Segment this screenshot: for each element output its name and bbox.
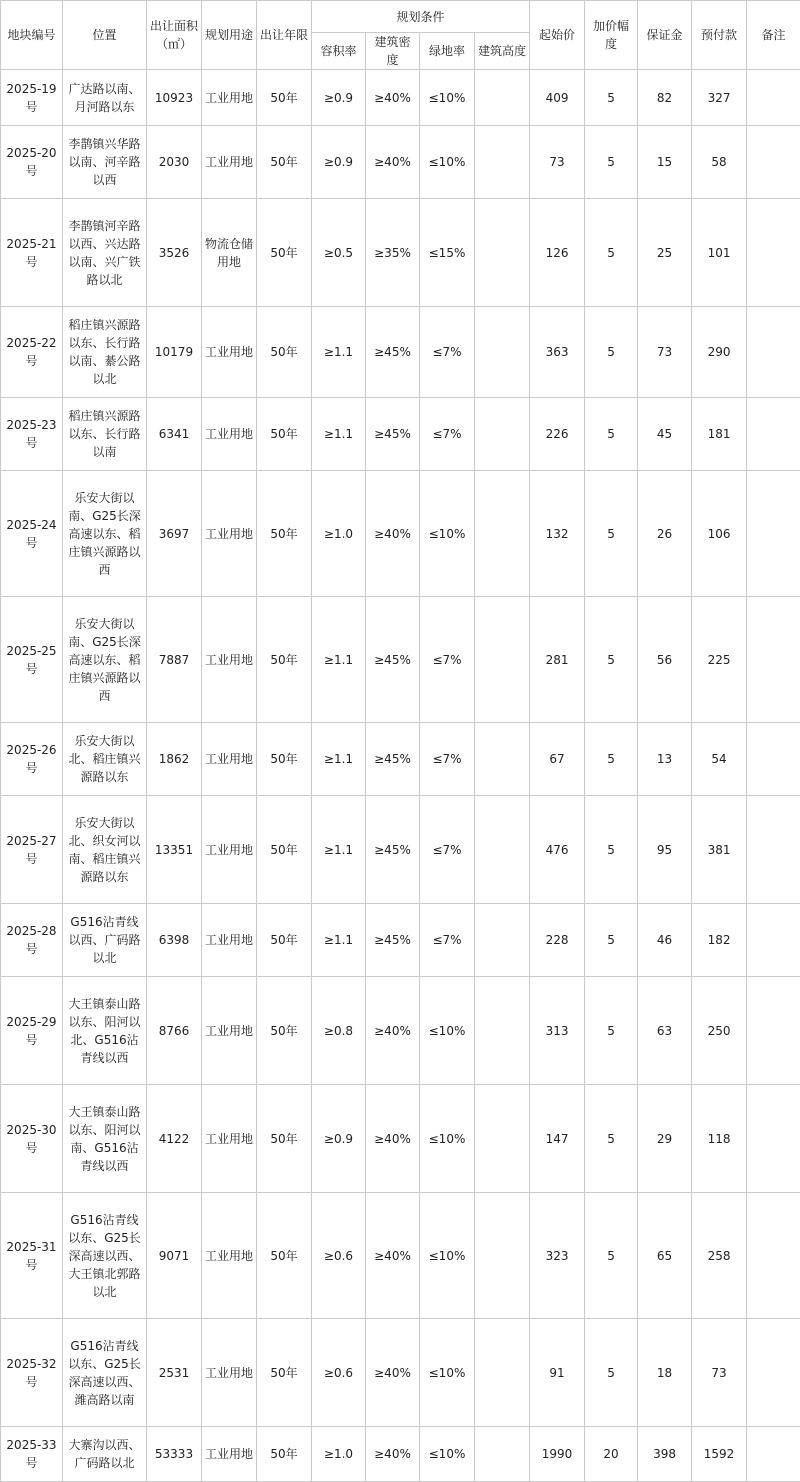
- table-row: [1, 597, 800, 723]
- cell-deposit: 18: [638, 1319, 692, 1427]
- cell-prepayment: 118: [692, 1085, 747, 1193]
- cell-prepayment: 58: [692, 126, 747, 199]
- cell-prepayment: 327: [692, 70, 747, 126]
- cell-green-ratio: ≤10%: [420, 977, 475, 1085]
- cell-far: ≥0.9: [312, 126, 366, 199]
- cell-building-height: [475, 796, 530, 904]
- table-row: [1, 471, 800, 597]
- cell-increment: 5: [585, 126, 638, 199]
- table-row: [1, 398, 800, 471]
- cell-starting-price: 363: [530, 307, 585, 398]
- cell-prepayment: 101: [692, 199, 747, 307]
- cell-deposit: 95: [638, 796, 692, 904]
- cell-green-ratio: ≤7%: [420, 597, 475, 723]
- cell-increment: 5: [585, 977, 638, 1085]
- cell-far: ≥1.1: [312, 723, 366, 796]
- cell-increment: 5: [585, 307, 638, 398]
- header-building-height: 建筑高度: [475, 33, 530, 70]
- cell-location: 乐安大街以南、G25长深高速以东、稻庄镇兴源路以西: [63, 597, 147, 723]
- cell-term: 50年: [257, 904, 312, 977]
- cell-starting-price: 1990: [530, 1427, 585, 1482]
- cell-density: ≥40%: [366, 126, 420, 199]
- cell-location: G516沾青线以东、G25长深高速以西、大王镇北郭路以北: [63, 1193, 147, 1319]
- cell-remarks: [747, 307, 800, 398]
- cell-building-height: [475, 597, 530, 723]
- cell-location: 大寨沟以西、广码路以北: [63, 1427, 147, 1482]
- cell-usage: 工业用地: [202, 904, 257, 977]
- cell-area: 6398: [147, 904, 202, 977]
- cell-density: ≥40%: [366, 1427, 420, 1482]
- cell-building-height: [475, 70, 530, 126]
- cell-prepayment: 258: [692, 1193, 747, 1319]
- cell-building-height: [475, 723, 530, 796]
- cell-density: ≥45%: [366, 398, 420, 471]
- cell-usage: 工业用地: [202, 126, 257, 199]
- table-row: [1, 1193, 800, 1319]
- cell-usage: 工业用地: [202, 723, 257, 796]
- header-term: 出让年限: [257, 1, 312, 70]
- table-row: [1, 126, 800, 199]
- cell-deposit: 65: [638, 1193, 692, 1319]
- cell-far: ≥0.5: [312, 199, 366, 307]
- cell-deposit: 45: [638, 398, 692, 471]
- cell-far: ≥1.1: [312, 796, 366, 904]
- cell-far: ≥1.1: [312, 398, 366, 471]
- cell-usage: 工业用地: [202, 471, 257, 597]
- table-row: [1, 1427, 800, 1482]
- cell-density: ≥45%: [366, 307, 420, 398]
- cell-green-ratio: ≤10%: [420, 126, 475, 199]
- cell-green-ratio: ≤10%: [420, 1085, 475, 1193]
- cell-remarks: [747, 1427, 800, 1482]
- header-increment: 加价幅度: [585, 1, 638, 70]
- cell-starting-price: 281: [530, 597, 585, 723]
- cell-term: 50年: [257, 977, 312, 1085]
- cell-term: 50年: [257, 1085, 312, 1193]
- cell-prepayment: 54: [692, 723, 747, 796]
- cell-starting-price: 147: [530, 1085, 585, 1193]
- table-row: [1, 307, 800, 398]
- cell-starting-price: 228: [530, 904, 585, 977]
- cell-deposit: 398: [638, 1427, 692, 1482]
- cell-area: 2030: [147, 126, 202, 199]
- cell-usage: 工业用地: [202, 1427, 257, 1482]
- cell-increment: 5: [585, 70, 638, 126]
- cell-usage: 工业用地: [202, 796, 257, 904]
- cell-location: G516沾青线以西、广码路以北: [63, 904, 147, 977]
- cell-deposit: 82: [638, 70, 692, 126]
- cell-deposit: 13: [638, 723, 692, 796]
- cell-usage: 工业用地: [202, 1319, 257, 1427]
- cell-remarks: [747, 70, 800, 126]
- cell-id: 2025-33号: [1, 1427, 63, 1482]
- cell-remarks: [747, 1193, 800, 1319]
- cell-term: 50年: [257, 597, 312, 723]
- cell-increment: 5: [585, 723, 638, 796]
- cell-green-ratio: ≤10%: [420, 70, 475, 126]
- cell-building-height: [475, 471, 530, 597]
- cell-building-height: [475, 126, 530, 199]
- cell-building-height: [475, 977, 530, 1085]
- cell-id: 2025-31号: [1, 1193, 63, 1319]
- cell-id: 2025-24号: [1, 471, 63, 597]
- cell-location: 乐安大街以北、稻庄镇兴源路以东: [63, 723, 147, 796]
- cell-location: 广达路以南、月河路以东: [63, 70, 147, 126]
- cell-starting-price: 409: [530, 70, 585, 126]
- cell-area: 4122: [147, 1085, 202, 1193]
- cell-deposit: 26: [638, 471, 692, 597]
- cell-area: 13351: [147, 796, 202, 904]
- cell-prepayment: 290: [692, 307, 747, 398]
- cell-term: 50年: [257, 1427, 312, 1482]
- header-starting-price: 起始价: [530, 1, 585, 70]
- cell-deposit: 15: [638, 126, 692, 199]
- cell-starting-price: 73: [530, 126, 585, 199]
- cell-starting-price: 91: [530, 1319, 585, 1427]
- cell-term: 50年: [257, 1193, 312, 1319]
- cell-area: 1862: [147, 723, 202, 796]
- cell-deposit: 73: [638, 307, 692, 398]
- cell-location: G516沾青线以东、G25长深高速以西、潍高路以南: [63, 1319, 147, 1427]
- cell-usage: 工业用地: [202, 1085, 257, 1193]
- cell-building-height: [475, 1319, 530, 1427]
- table-row: [1, 199, 800, 307]
- cell-remarks: [747, 597, 800, 723]
- cell-prepayment: 250: [692, 977, 747, 1085]
- cell-term: 50年: [257, 796, 312, 904]
- cell-building-height: [475, 1193, 530, 1319]
- cell-green-ratio: ≤7%: [420, 723, 475, 796]
- cell-far: ≥1.1: [312, 597, 366, 723]
- cell-usage: 工业用地: [202, 307, 257, 398]
- cell-increment: 5: [585, 398, 638, 471]
- cell-remarks: [747, 1085, 800, 1193]
- cell-usage: 工业用地: [202, 597, 257, 723]
- table-row: [1, 1085, 800, 1193]
- cell-location: 李鹊镇兴华路以南、河辛路以西: [63, 126, 147, 199]
- cell-usage: 工业用地: [202, 398, 257, 471]
- cell-green-ratio: ≤10%: [420, 471, 475, 597]
- cell-deposit: 56: [638, 597, 692, 723]
- cell-increment: 5: [585, 1193, 638, 1319]
- cell-term: 50年: [257, 398, 312, 471]
- cell-area: 3697: [147, 471, 202, 597]
- header-remarks: 备注: [747, 1, 800, 70]
- cell-area: 10923: [147, 70, 202, 126]
- cell-far: ≥0.8: [312, 977, 366, 1085]
- table-row: [1, 70, 800, 126]
- cell-area: 9071: [147, 1193, 202, 1319]
- cell-term: 50年: [257, 70, 312, 126]
- cell-deposit: 46: [638, 904, 692, 977]
- cell-prepayment: 73: [692, 1319, 747, 1427]
- cell-term: 50年: [257, 307, 312, 398]
- cell-id: 2025-19号: [1, 70, 63, 126]
- header-area: 出让面积（㎡）: [147, 1, 202, 70]
- cell-increment: 5: [585, 796, 638, 904]
- cell-building-height: [475, 1427, 530, 1482]
- cell-id: 2025-26号: [1, 723, 63, 796]
- cell-id: 2025-27号: [1, 796, 63, 904]
- cell-deposit: 63: [638, 977, 692, 1085]
- header-planning-conditions: 规划条件: [312, 1, 530, 33]
- cell-remarks: [747, 977, 800, 1085]
- cell-id: 2025-32号: [1, 1319, 63, 1427]
- cell-usage: 工业用地: [202, 70, 257, 126]
- cell-prepayment: 106: [692, 471, 747, 597]
- cell-increment: 5: [585, 597, 638, 723]
- cell-term: 50年: [257, 1319, 312, 1427]
- cell-building-height: [475, 904, 530, 977]
- cell-far: ≥0.6: [312, 1193, 366, 1319]
- cell-starting-price: 476: [530, 796, 585, 904]
- cell-deposit: 29: [638, 1085, 692, 1193]
- cell-area: 7887: [147, 597, 202, 723]
- cell-term: 50年: [257, 199, 312, 307]
- cell-starting-price: 323: [530, 1193, 585, 1319]
- table-row: [1, 977, 800, 1085]
- cell-remarks: [747, 1319, 800, 1427]
- cell-id: 2025-30号: [1, 1085, 63, 1193]
- cell-green-ratio: ≤15%: [420, 199, 475, 307]
- cell-prepayment: 225: [692, 597, 747, 723]
- cell-id: 2025-23号: [1, 398, 63, 471]
- cell-location: 李鹊镇河辛路以西、兴达路以南、兴广铁路以北: [63, 199, 147, 307]
- cell-id: 2025-22号: [1, 307, 63, 398]
- cell-remarks: [747, 723, 800, 796]
- cell-starting-price: 132: [530, 471, 585, 597]
- cell-term: 50年: [257, 723, 312, 796]
- cell-remarks: [747, 199, 800, 307]
- cell-green-ratio: ≤10%: [420, 1427, 475, 1482]
- cell-building-height: [475, 398, 530, 471]
- cell-green-ratio: ≤7%: [420, 398, 475, 471]
- cell-deposit: 25: [638, 199, 692, 307]
- cell-prepayment: 182: [692, 904, 747, 977]
- cell-density: ≥40%: [366, 1193, 420, 1319]
- header-deposit: 保证金: [638, 1, 692, 70]
- cell-prepayment: 181: [692, 398, 747, 471]
- cell-increment: 5: [585, 1319, 638, 1427]
- cell-increment: 5: [585, 471, 638, 597]
- header-green-ratio: 绿地率: [420, 33, 475, 70]
- cell-usage: 物流仓储用地: [202, 199, 257, 307]
- cell-building-height: [475, 199, 530, 307]
- cell-density: ≥40%: [366, 1085, 420, 1193]
- cell-far: ≥0.9: [312, 1085, 366, 1193]
- cell-prepayment: 1592: [692, 1427, 747, 1482]
- cell-prepayment: 381: [692, 796, 747, 904]
- cell-remarks: [747, 398, 800, 471]
- cell-building-height: [475, 307, 530, 398]
- cell-far: ≥1.0: [312, 1427, 366, 1482]
- cell-id: 2025-25号: [1, 597, 63, 723]
- table-row: [1, 723, 800, 796]
- table-body: [1, 70, 800, 1482]
- cell-increment: 20: [585, 1427, 638, 1482]
- cell-remarks: [747, 471, 800, 597]
- cell-remarks: [747, 796, 800, 904]
- cell-starting-price: 126: [530, 199, 585, 307]
- header-location: 位置: [63, 1, 147, 70]
- cell-starting-price: 313: [530, 977, 585, 1085]
- cell-id: 2025-20号: [1, 126, 63, 199]
- cell-far: ≥1.0: [312, 471, 366, 597]
- cell-location: 大王镇泰山路以东、阳河以北、G516沾青线以西: [63, 977, 147, 1085]
- cell-density: ≥45%: [366, 723, 420, 796]
- table-row: [1, 1319, 800, 1427]
- cell-usage: 工业用地: [202, 1193, 257, 1319]
- cell-density: ≥40%: [366, 1319, 420, 1427]
- cell-id: 2025-28号: [1, 904, 63, 977]
- cell-density: ≥40%: [366, 977, 420, 1085]
- cell-remarks: [747, 904, 800, 977]
- cell-green-ratio: ≤10%: [420, 1319, 475, 1427]
- cell-term: 50年: [257, 126, 312, 199]
- cell-increment: 5: [585, 904, 638, 977]
- cell-far: ≥1.1: [312, 904, 366, 977]
- cell-location: 乐安大街以北、织女河以南、稻庄镇兴源路以东: [63, 796, 147, 904]
- cell-density: ≥40%: [366, 471, 420, 597]
- header-prepayment: 预付款: [692, 1, 747, 70]
- cell-id: 2025-21号: [1, 199, 63, 307]
- cell-location: 稻庄镇兴源路以东、长行路以南: [63, 398, 147, 471]
- cell-far: ≥0.6: [312, 1319, 366, 1427]
- cell-density: ≥40%: [366, 70, 420, 126]
- table-row: [1, 796, 800, 904]
- header-far: 容积率: [312, 33, 366, 70]
- table-row: [1, 904, 800, 977]
- cell-term: 50年: [257, 471, 312, 597]
- cell-area: 8766: [147, 977, 202, 1085]
- cell-starting-price: 226: [530, 398, 585, 471]
- header-id: 地块编号: [1, 1, 63, 70]
- cell-green-ratio: ≤10%: [420, 1193, 475, 1319]
- header-usage: 规划用途: [202, 1, 257, 70]
- cell-area: 10179: [147, 307, 202, 398]
- cell-location: 大王镇泰山路以东、阳河以南、G516沾青线以西: [63, 1085, 147, 1193]
- cell-density: ≥45%: [366, 796, 420, 904]
- cell-density: ≥35%: [366, 199, 420, 307]
- cell-location: 稻庄镇兴源路以东、长行路以南、綦公路以北: [63, 307, 147, 398]
- cell-usage: 工业用地: [202, 977, 257, 1085]
- cell-far: ≥0.9: [312, 70, 366, 126]
- cell-remarks: [747, 126, 800, 199]
- cell-density: ≥45%: [366, 904, 420, 977]
- cell-green-ratio: ≤7%: [420, 904, 475, 977]
- cell-location: 乐安大街以南、G25长深高速以东、稻庄镇兴源路以西: [63, 471, 147, 597]
- header-building-density: 建筑密度: [366, 33, 420, 70]
- cell-density: ≥45%: [366, 597, 420, 723]
- cell-area: 2531: [147, 1319, 202, 1427]
- cell-green-ratio: ≤7%: [420, 307, 475, 398]
- cell-far: ≥1.1: [312, 307, 366, 398]
- cell-area: 6341: [147, 398, 202, 471]
- cell-building-height: [475, 1085, 530, 1193]
- cell-increment: 5: [585, 199, 638, 307]
- cell-area: 53333: [147, 1427, 202, 1482]
- cell-green-ratio: ≤7%: [420, 796, 475, 904]
- cell-area: 3526: [147, 199, 202, 307]
- cell-starting-price: 67: [530, 723, 585, 796]
- cell-increment: 5: [585, 1085, 638, 1193]
- cell-id: 2025-29号: [1, 977, 63, 1085]
